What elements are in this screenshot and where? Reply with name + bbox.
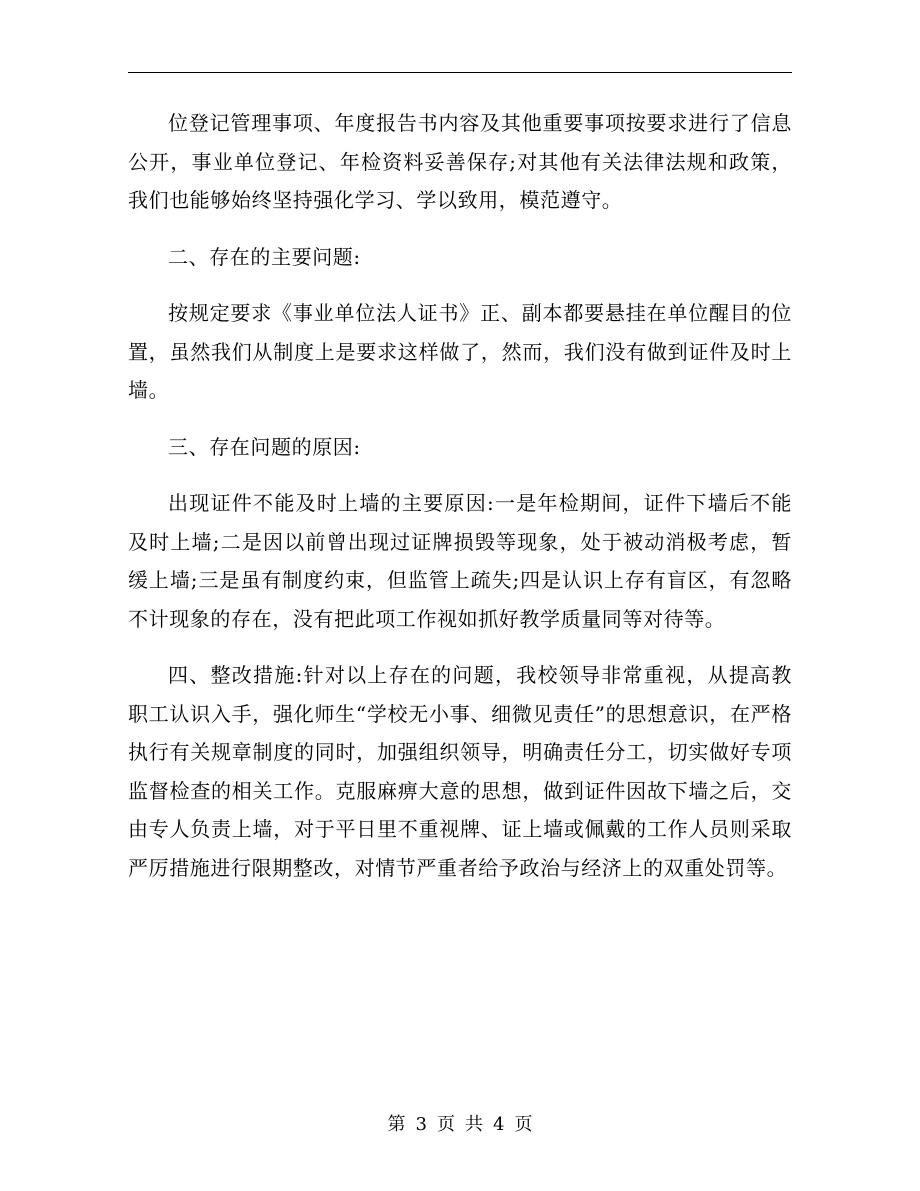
section-heading-3: 三、存在问题的原因: xyxy=(168,434,361,459)
document-body xyxy=(128,104,792,905)
footer-page-number: 3 xyxy=(415,1114,427,1135)
page-footer xyxy=(0,1113,920,1137)
paragraph-1: 位登记管理事项、年度报告书内容及其他重要事项按要求进行了信息公开，事业单位登记、年检资料妥善保存;对其他有关法律法规和政策，我们也能够始终坚持强化学习、学以致用，模范遵守。 xyxy=(128,111,792,212)
footer-label-gong: 共 xyxy=(465,1114,483,1135)
footer-label-ye-2: 页 xyxy=(514,1114,533,1135)
section-heading-2: 二、存在的主要问题: xyxy=(168,244,361,269)
paragraph-3: 出现证件不能及时上墙的主要原因:一是年检期间，证件下墙后不能及时上墙;二是因以前曾出现过证牌损毁等现象，处于被动消极考虑，暂缓上墙;三是虽有制度约束，但监管上疏失;四是认识上存有盲区，有忽略不计现象的存在，没有把此项工作视如抓好教学质量同等对待等。 xyxy=(128,491,792,631)
paragraph-2: 按规定要求《事业单位法人证书》正、副本都要悬挂在单位醒目的位置，虽然我们从制度上是要求这样做了，然而，我们没有做到证件及时上墙。 xyxy=(128,301,792,402)
footer-label-di: 第 xyxy=(387,1114,406,1135)
footer-page-total: 4 xyxy=(493,1114,505,1135)
paragraph-4: 四、整改措施:针对以上存在的问题，我校领导非常重视，从提高教职工认识入手，强化师生“学校无小事、细微见责任”的思想意识，在严格执行有关规章制度的同时，加强组织领导，明确责任分工，切实做好专项监督检查的相关工作。克服麻痹大意的思想，做到证件因故下墙之后，交由专人负责上墙，对于平日里不重视牌、证上墙或佩戴的工作人员则采取严厉措施进行限期整改，对情节严重者给予政治与经济上的双重处罚等。 xyxy=(128,663,792,880)
header-divider xyxy=(128,72,792,73)
footer-label-ye: 页 xyxy=(437,1114,455,1135)
